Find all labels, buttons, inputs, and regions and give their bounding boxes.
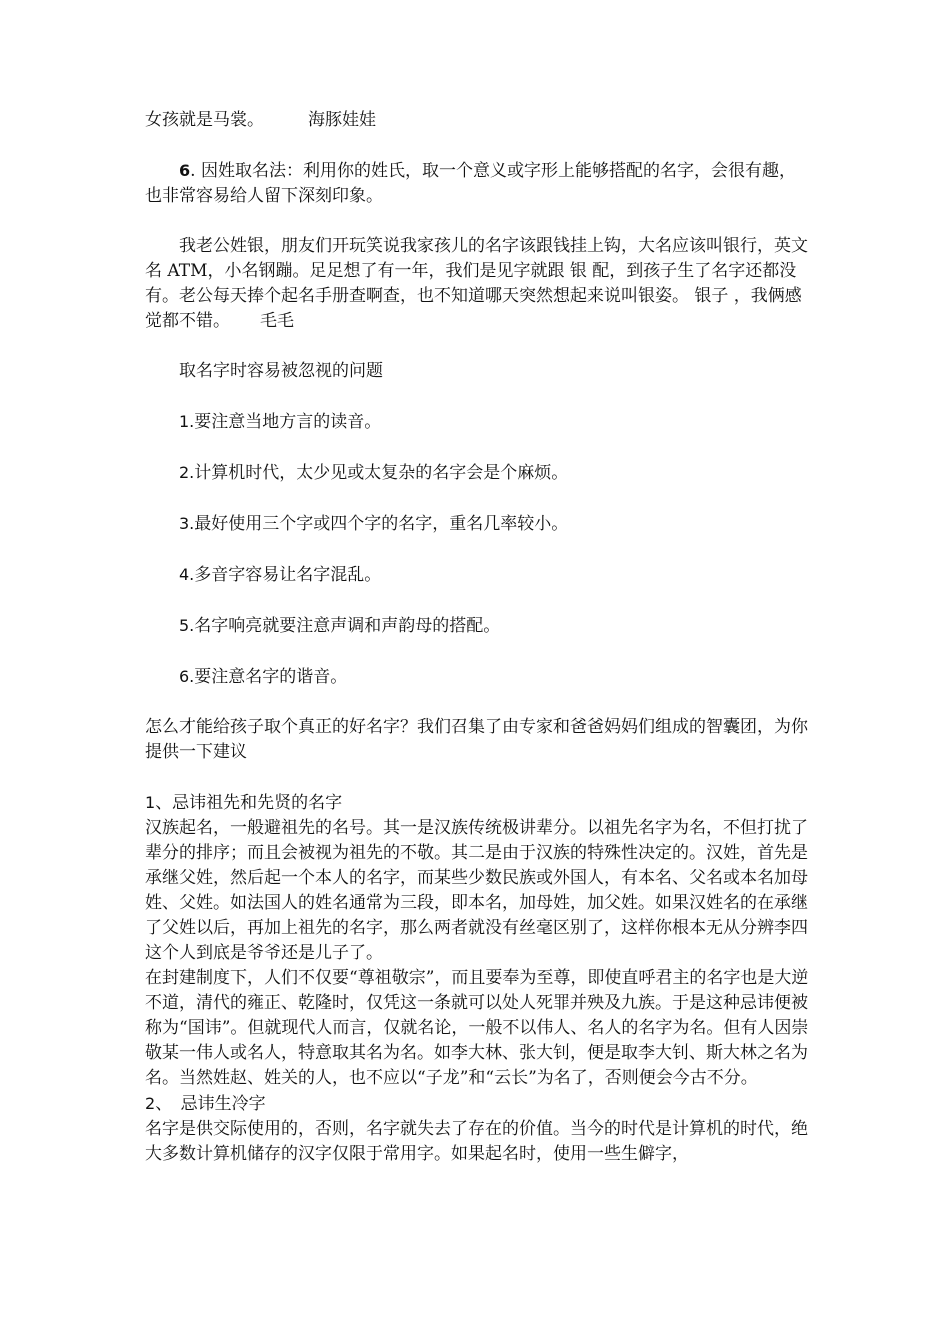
story-text: 我老公姓银，朋友们开玩笑说我家孩儿的名字该跟钱挂上钩，大名应该叫银行，英文名 ATM，小名钢蹦。足足想了有一年，我们是见字就跟 银 配，到孩子生了名字还都没有。老公每天捧个起名手册查啊查，也不知道哪天突然想起来说叫银姿。 银子 ，我俩感觉都不错。 <box>145 236 808 331</box>
issue-item <box>145 562 809 588</box>
intro-tail-credit: 海豚娃娃 <box>308 110 376 130</box>
issue-number: 3. <box>179 514 195 533</box>
method-6-paragraph <box>145 158 809 209</box>
section-2-paragraph-1: 名字是供交际使用的，否则，名字就失去了存在的价值。当今的时代是计算机的时代，绝大多数计算机储存的汉字仅限于常用字。如果起名时，使用一些生僻字， <box>145 1119 808 1164</box>
issue-number: 6. <box>179 667 195 686</box>
issue-number: 4. <box>179 565 195 584</box>
section-1-paragraph-1: 汉族起名，一般避祖先的名号。其一是汉族传统极讲辈分。以祖先名字为名，不但打扰了辈分的排序；而且会被视为祖先的不敬。其二是由于汉族的特殊性决定的。汉姓，首先是承继父姓，然后起一个本人的名字，而某些少数民族或外国人，有本名、父名或本名加母姓、父姓。如法国人的姓名通常为三段，即本名，加母姓，加父姓。如果汉姓名的在承继了父姓以后，再加上祖先的名字，那么两者就没有丝毫区别了，这样你根本无从分辨李四这个人到底是爷爷还是儿子了。 <box>145 818 808 963</box>
story-paragraph <box>145 234 809 334</box>
section-2-title <box>145 1091 809 1117</box>
section-2-title-text: 、 忌讳生冷字 <box>155 1094 266 1114</box>
issue-item <box>145 511 809 537</box>
issue-number: 2. <box>179 463 195 482</box>
section-1-paragraph-2: 在封建制度下，人们不仅要“尊祖敬宗”，而且要奉为至尊，即使直呼君主的名字也是大逆不道，清代的雍正、乾隆时，仅凭这一条就可以处人死罪并殃及九族。于是这种忌讳便被称为“国讳”。但就现代人而言，仅就名论，一般不以伟人、名人的名字为名。但有人因崇敬某一伟人或名人，特意取其名为名。如李大林、张大钊，便是取李大钊、斯大林之名为名。当然姓赵、姓关的人，也不应以“子龙”和“云长”为名了，否则便会今古不分。 <box>145 968 809 1088</box>
issue-item <box>145 409 809 435</box>
issue-number: 1. <box>179 412 195 431</box>
section-1-number: 1 <box>145 793 156 812</box>
issue-number: 5. <box>179 616 195 635</box>
issue-text: 名字响亮就要注意声调和声韵母的搭配。 <box>194 616 501 636</box>
issue-text: 多音字容易让名字混乱。 <box>194 565 382 585</box>
issues-heading: 取名字时容易被忽视的问题 <box>179 361 383 381</box>
method-6-text: . 因姓取名法：利用你的姓氏，取一个意义或字形上能够搭配的名字，会很有趣，也非常容易给人留下深刻印象。 <box>145 161 796 206</box>
section-1-title <box>145 790 809 816</box>
story-credit: 毛毛 <box>260 311 294 331</box>
issue-item <box>145 460 809 486</box>
issue-item <box>145 664 809 690</box>
advice-intro: 怎么才能给孩子取个真正的好名字？我们召集了由专家和爸爸妈妈们组成的智囊团，为你提供一下建议 <box>145 717 808 762</box>
method-6-number: 6 <box>179 161 191 180</box>
issue-text: 要注意名字的谐音。 <box>194 667 348 687</box>
intro-tail-text: 女孩就是马裳。 <box>145 110 264 130</box>
document-body <box>145 108 809 1167</box>
section-1-title-text: 、忌讳祖先和先贤的名字 <box>155 793 343 813</box>
section-2-number: 2 <box>145 1094 156 1113</box>
issue-text: 要注意当地方言的读音。 <box>194 412 382 432</box>
issue-text: 最好使用三个字或四个字的名字，重名几率较小。 <box>194 514 569 534</box>
issue-item <box>145 613 809 639</box>
issue-text: 计算机时代，太少见或太复杂的名字会是个麻烦。 <box>194 463 569 483</box>
intro-tail-line <box>145 108 809 133</box>
